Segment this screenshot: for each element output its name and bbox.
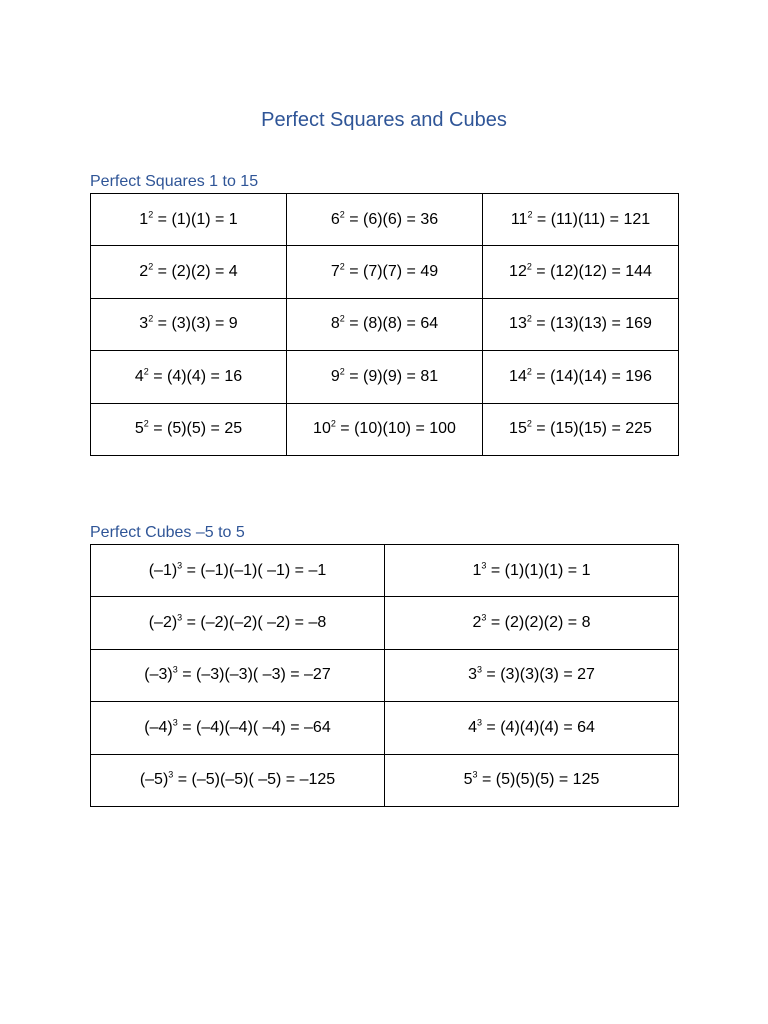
cube-table-row [91, 754, 679, 806]
cube-base: (–1) [148, 561, 178, 579]
cube-cell [91, 754, 385, 806]
square-expansion: = (8)(8) = 64 [344, 315, 439, 333]
cube-exponent: 3 [476, 665, 482, 676]
cube-cell [91, 702, 385, 754]
square-cell [287, 194, 483, 246]
perfect-cubes-table [90, 544, 679, 807]
page-title: Perfect Squares and Cubes [261, 109, 507, 131]
cube-expansion: = (–1)(–1)( –1) = –1 [182, 561, 327, 579]
square-cell [483, 194, 679, 246]
square-expansion: = (10)(10) = 100 [335, 420, 456, 438]
perfect-squares-table [90, 193, 679, 456]
cube-cell [385, 702, 679, 754]
cube-table-row [91, 702, 679, 754]
square-cell [287, 351, 483, 403]
square-expansion: = (6)(6) = 36 [344, 210, 439, 228]
cube-cell [385, 545, 679, 597]
square-cell [483, 403, 679, 455]
cube-expansion: = (–2)(–2)( –2) = –8 [182, 614, 327, 632]
cube-table-row [91, 597, 679, 649]
cube-base: 3 [468, 666, 477, 684]
cube-cell [385, 597, 679, 649]
square-exponent: 2 [339, 261, 345, 272]
square-base: 15 [509, 420, 527, 438]
cube-exponent: 3 [177, 560, 183, 571]
cube-expansion: = (–3)(–3)( –3) = –27 [177, 666, 331, 684]
square-cell [483, 351, 679, 403]
cube-exponent: 3 [476, 717, 482, 728]
square-table-row [91, 194, 679, 246]
cubes-section-heading: Perfect Cubes –5 to 5 [90, 524, 245, 541]
square-base: 5 [134, 420, 144, 438]
cube-cell [91, 545, 385, 597]
cube-base: 5 [463, 771, 473, 789]
square-cell [483, 246, 679, 298]
square-base: 8 [330, 315, 340, 333]
cube-base: 2 [472, 614, 482, 632]
squares-section-heading: Perfect Squares 1 to 15 [90, 173, 259, 190]
cube-expansion: = (4)(4)(4) = 64 [481, 718, 595, 736]
cube-exponent: 3 [481, 560, 487, 571]
square-expansion: = (7)(7) = 49 [344, 263, 439, 281]
square-table-row [91, 403, 679, 455]
square-exponent: 2 [330, 418, 336, 429]
square-expansion: = (11)(11) = 121 [532, 210, 651, 228]
cube-exponent: 3 [481, 612, 487, 623]
square-expansion: = (14)(14) = 196 [531, 367, 652, 385]
square-base: 10 [313, 420, 331, 438]
square-exponent: 2 [339, 366, 345, 377]
square-exponent: 2 [148, 261, 154, 272]
cube-expansion: = (3)(3)(3) = 27 [481, 666, 595, 684]
cube-cell [385, 649, 679, 701]
square-base: 4 [134, 367, 144, 385]
square-expansion: = (12)(12) = 144 [531, 263, 652, 281]
square-cell [91, 246, 287, 298]
square-table-row [91, 298, 679, 350]
cube-cell [91, 649, 385, 701]
cube-base: (–2) [148, 614, 178, 632]
square-expansion: = (5)(5) = 25 [148, 420, 243, 438]
square-exponent: 2 [526, 366, 532, 377]
square-expansion: = (15)(15) = 225 [531, 420, 652, 438]
square-exponent: 2 [526, 261, 532, 272]
square-base: 13 [509, 315, 527, 333]
square-exponent: 2 [143, 418, 149, 429]
cube-expansion: = (–4)(–4)( –4) = –64 [177, 718, 331, 736]
square-base: 9 [330, 367, 340, 385]
square-cell [287, 246, 483, 298]
square-base: 14 [509, 367, 527, 385]
cube-cell [91, 597, 385, 649]
square-cell [91, 351, 287, 403]
square-exponent: 2 [143, 366, 149, 377]
square-expansion: = (9)(9) = 81 [344, 367, 439, 385]
square-base: 1 [139, 210, 149, 228]
square-exponent: 2 [339, 209, 345, 220]
square-cell [91, 403, 287, 455]
cube-base: 4 [468, 718, 477, 736]
square-exponent: 2 [339, 314, 345, 325]
cube-exponent: 3 [168, 769, 174, 780]
cube-exponent: 3 [472, 769, 478, 780]
square-exponent: 2 [526, 314, 532, 325]
square-expansion: = (13)(13) = 169 [531, 315, 652, 333]
cube-base: (–3) [144, 666, 173, 684]
square-base: 11 [510, 210, 528, 228]
square-base: 3 [139, 315, 149, 333]
cube-exponent: 3 [177, 612, 183, 623]
cube-cell [385, 754, 679, 806]
square-table-row [91, 351, 679, 403]
square-exponent: 2 [148, 209, 154, 220]
square-exponent: 2 [527, 209, 533, 220]
cube-expansion: = (5)(5)(5) = 125 [477, 771, 600, 789]
cube-expansion: = (–5)(–5)( –5) = –125 [173, 771, 336, 789]
square-expansion: = (4)(4) = 16 [148, 367, 243, 385]
cube-base: (–4) [144, 718, 173, 736]
square-expansion: = (1)(1) = 1 [153, 210, 238, 228]
square-base: 2 [139, 263, 149, 281]
cube-expansion: = (2)(2)(2) = 8 [486, 614, 591, 632]
cube-exponent: 3 [172, 665, 178, 676]
square-cell [287, 403, 483, 455]
square-exponent: 2 [148, 314, 154, 325]
square-base: 7 [330, 263, 340, 281]
square-cell [287, 298, 483, 350]
cube-table-row [91, 649, 679, 701]
square-base: 12 [509, 263, 527, 281]
square-expansion: = (3)(3) = 9 [153, 315, 238, 333]
square-cell [91, 298, 287, 350]
cube-base: (–5) [139, 771, 169, 789]
square-base: 6 [330, 210, 340, 228]
cube-expansion: = (1)(1)(1) = 1 [486, 561, 591, 579]
square-exponent: 2 [526, 418, 532, 429]
cube-table-row [91, 545, 679, 597]
square-cell [483, 298, 679, 350]
square-table-row [91, 246, 679, 298]
square-cell [91, 194, 287, 246]
cube-base: 1 [472, 561, 482, 579]
cube-exponent: 3 [172, 717, 178, 728]
square-expansion: = (2)(2) = 4 [153, 263, 238, 281]
